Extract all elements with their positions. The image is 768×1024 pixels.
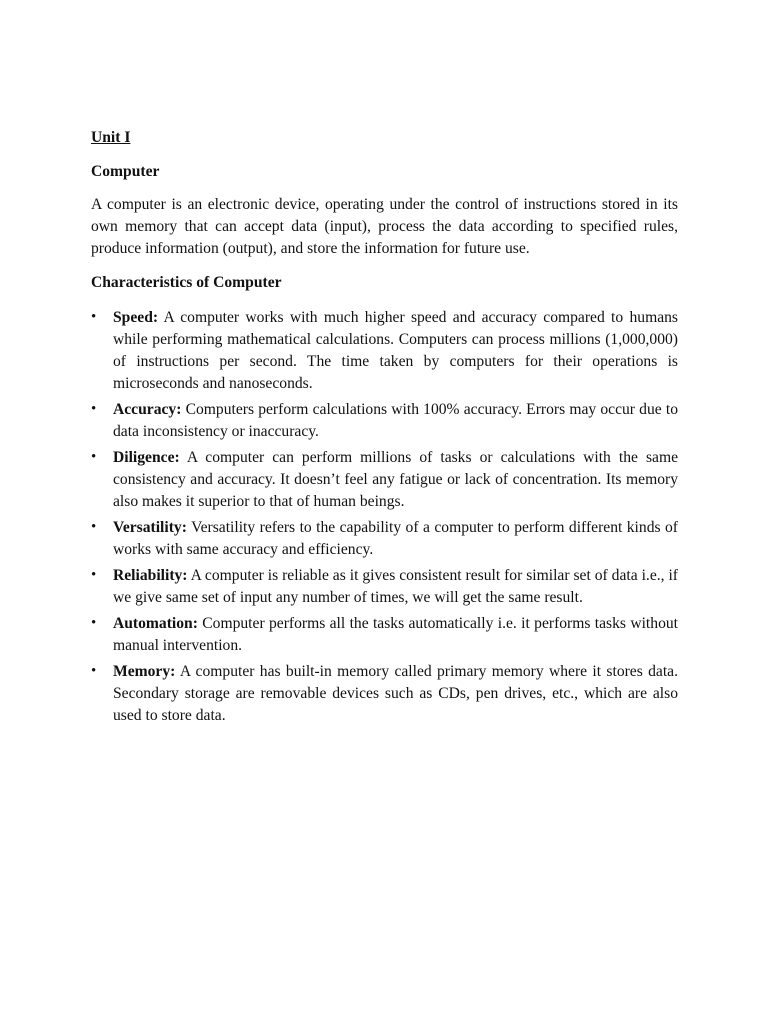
characteristic-text: Computers perform calculations with 100% accuracy. Errors may occur due to data inconsistency or inaccuracy.: [113, 401, 678, 440]
list-item-memory: [91, 661, 678, 727]
bullet-icon: •: [91, 663, 97, 679]
unit-title: Unit I: [91, 129, 131, 146]
characteristic-text: A computer is reliable as it gives consistent result for similar set of data i.e., if we give same set of input any number of times, we will get the same result.: [113, 567, 679, 606]
characteristic-term: Diligence:: [113, 449, 180, 466]
list-item-accuracy: [91, 399, 678, 443]
bullet-icon: •: [91, 519, 97, 535]
characteristic-term: Versatility:: [113, 519, 187, 536]
characteristic-term: Accuracy:: [113, 401, 182, 418]
list-item-reliability: [91, 565, 678, 609]
characteristics-list: [91, 307, 678, 727]
computer-heading: Computer: [91, 163, 160, 180]
characteristic-term: Memory:: [113, 663, 176, 680]
characteristic-term: Automation:: [113, 615, 198, 632]
bullet-icon: •: [91, 615, 97, 631]
characteristic-text: Computer performs all the tasks automatically i.e. it performs tasks without manual intervention.: [113, 615, 678, 654]
bullet-icon: •: [91, 401, 97, 417]
bullet-icon: •: [91, 449, 97, 465]
list-item-automation: [91, 613, 678, 657]
computer-definition: A computer is an electronic device, operating under the control of instructions stored in its own memory that can accept data (input), process the data according to specified rules, produce information (output), and store the information for future use.: [91, 196, 678, 257]
bullet-icon: •: [91, 567, 97, 583]
list-item-diligence: [91, 447, 678, 513]
bullet-icon: •: [91, 309, 97, 325]
characteristic-term: Speed:: [113, 309, 159, 326]
list-item-speed: [91, 307, 678, 395]
characteristic-text: A computer can perform millions of tasks or calculations with the same consistency and accuracy. It doesn’t feel any fatigue or lack of concentration. Its memory also makes it superior to that of human beings.: [113, 449, 679, 510]
characteristics-heading: Characteristics of Computer: [91, 274, 282, 291]
document-content: [91, 127, 678, 731]
characteristic-text: A computer works with much higher speed and accuracy compared to humans while performing mathematical calculations. Computers can process millions (1,000,000) of instructions per second. The time taken by computers for their operations is microseconds and nanoseconds.: [113, 309, 678, 392]
characteristic-text: Versatility refers to the capability of a computer to perform different kinds of works with same accuracy and efficiency.: [113, 519, 678, 558]
list-item-versatility: [91, 517, 678, 561]
characteristic-term: Reliability:: [113, 567, 188, 584]
characteristic-text: A computer has built-in memory called primary memory where it stores data. Secondary storage are removable devices such as CDs, pen drives, etc., which are also used to store data.: [113, 663, 678, 724]
